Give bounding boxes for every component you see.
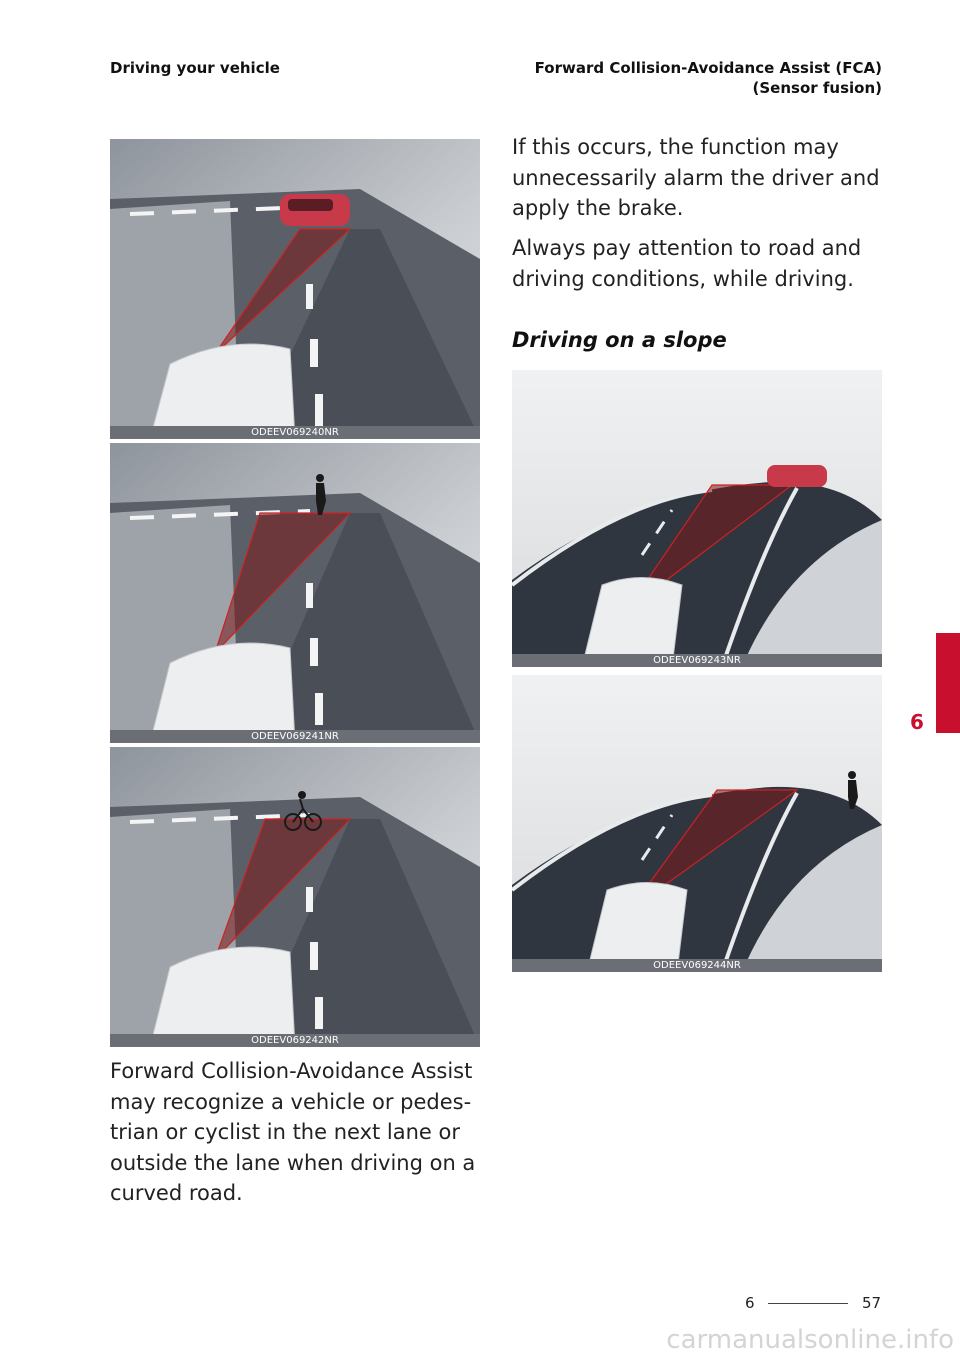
attention-paragraph [512,233,887,294]
slope-pedestrian-illustration [512,675,882,972]
site-watermark: carmanualsonline.info [666,1325,954,1355]
figure-curve-vehicle [110,139,480,439]
alarm-paragraph [512,132,887,224]
figure-code-label: ODEEV069243NR [512,654,882,667]
text-line: Forward Collision-Avoidance Assist [110,1059,473,1083]
figure-slope-vehicle [512,370,882,667]
figure-code-label: ODEEV069242NR [110,1034,480,1047]
text-line: apply the brake. [512,196,684,220]
figure-curve-cyclist [110,747,480,1047]
text-line: If this occurs, the function may [512,135,839,159]
figure-code-label: ODEEV069241NR [110,730,480,743]
curve-vehicle-illustration [110,139,480,439]
section-heading: Driving on a slope [512,328,727,352]
footer-divider [768,1303,848,1304]
footer-chapter-number: 6 [745,1294,755,1312]
slope-vehicle-illustration [512,370,882,667]
footer-page-number: 57 [862,1294,882,1312]
figure-code-label: ODEEV069244NR [512,959,882,972]
figure-curve-pedestrian [110,443,480,743]
figure-code-label: ODEEV069240NR [110,426,480,439]
running-header-section: Driving your vehicle [110,59,280,77]
chapter-tab-number: 6 [910,710,924,734]
text-line: Always pay attention to road and [512,236,862,260]
header-title-line2: (Sensor fusion) [752,79,882,97]
text-line: driving conditions, while driving. [512,266,854,291]
running-header-title [535,58,882,98]
text-line: trian or cyclist in the next lane or [110,1120,460,1144]
chapter-side-tab [936,633,960,733]
figure-slope-pedestrian [512,675,882,972]
text-line: curved road. [110,1181,243,1205]
text-line: may recognize a vehicle or pedes- [110,1089,472,1114]
curved-road-paragraph [110,1056,485,1209]
curve-cyclist-illustration [110,747,480,1047]
curve-pedestrian-illustration [110,443,480,743]
text-line: outside the lane when driving on a [110,1150,476,1175]
header-title-line1: Forward Collision-Avoidance Assist (FCA) [534,59,882,77]
text-line: unnecessarily alarm the driver and [512,165,880,190]
